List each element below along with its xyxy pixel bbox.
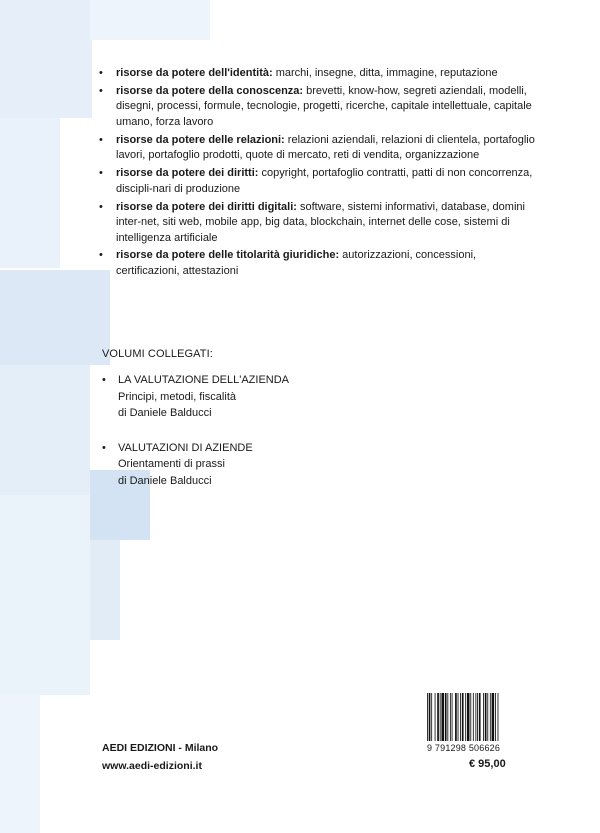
item-text: software, sistemi informativi, database, domini inter-net, siti web, mobile app, big data, blockchain, internet delle cose, sistemi di intelligenza artificiale xyxy=(116,200,525,244)
barcode-bar xyxy=(495,693,496,741)
item-text: copyright, portafoglio contratti, patti di non concorrenza, discipli-nari di produzione xyxy=(116,167,533,195)
isbn-barcode xyxy=(427,693,529,753)
barcode-bar xyxy=(492,693,495,741)
list-item xyxy=(97,166,537,197)
item-text: autorizzazioni, concessioni, certificazioni, attestazioni xyxy=(116,249,477,278)
bullet-icon: • xyxy=(99,133,103,146)
barcode-bar xyxy=(427,693,428,741)
decor-square xyxy=(0,365,90,495)
barcode-icon xyxy=(427,693,529,741)
barcode-bar xyxy=(485,693,487,741)
bullet-icon: • xyxy=(102,441,106,454)
volume-author: di Daniele Balducci xyxy=(118,407,212,419)
bullet-icon: • xyxy=(99,67,103,79)
barcode-bar xyxy=(460,693,461,741)
volume-subtitle: Principi, metodi, fiscalità xyxy=(118,390,236,403)
barcode-bar xyxy=(441,693,444,741)
item-text: relazioni aziendali, relazioni di clientela, portafoglio lavori, portafoglio prodotti, quote di mercato, reti di vendita, organizzazione xyxy=(116,133,535,162)
bullet-icon: • xyxy=(99,167,103,180)
barcode-bar xyxy=(440,693,441,741)
barcode-bar xyxy=(475,693,476,741)
barcode-bar xyxy=(487,693,488,741)
related-volume xyxy=(102,440,402,490)
barcode-bar xyxy=(455,693,457,741)
bullet-icon: • xyxy=(99,249,103,262)
decor-square xyxy=(0,0,92,118)
list-item xyxy=(97,200,537,247)
barcode-bar xyxy=(465,693,466,741)
barcode-bar xyxy=(450,693,451,741)
barcode-bar xyxy=(458,693,459,741)
volume-title: LA VALUTAZIONE DELL'AZIENDA xyxy=(118,374,290,386)
barcode-bar xyxy=(452,693,453,741)
volume-subtitle: Orientamenti di prassi xyxy=(118,458,225,470)
barcode-bar xyxy=(470,693,471,741)
item-heading: risorse da potere delle relazioni: xyxy=(116,133,285,146)
related-volumes-title: VOLUMI COLLEGATI: xyxy=(102,348,213,360)
list-item xyxy=(97,66,537,82)
decor-square xyxy=(90,0,210,40)
barcode-bar xyxy=(435,693,436,741)
barcode-bar xyxy=(498,693,499,741)
item-heading: risorse da potere dei diritti: xyxy=(116,167,259,180)
barcode-bar xyxy=(467,693,470,741)
barcode-bar xyxy=(479,693,481,741)
item-heading: risorse da potere dell'identità: xyxy=(116,67,273,79)
barcode-bar xyxy=(490,693,491,741)
list-item xyxy=(97,133,537,164)
bullet-icon: • xyxy=(102,374,106,386)
item-text: marchi, insegne, ditta, immagine, reputazione xyxy=(272,67,498,79)
barcode-bar xyxy=(437,693,439,741)
item-text: brevetti, know-how, segreti aziendali, modelli, disegni, processi, formule, tecnologie, progetti, ricerche, capitale intellettuale, capitale umano, forza lavoro xyxy=(116,84,532,128)
related-volume xyxy=(102,372,402,422)
bullet-icon: • xyxy=(99,200,103,213)
related-volumes xyxy=(102,372,402,507)
volume-author: di Daniele Balducci xyxy=(118,474,212,487)
barcode-bar xyxy=(483,693,484,741)
decor-square xyxy=(0,118,60,268)
volume-title: VALUTAZIONI DI AZIENDE xyxy=(118,441,253,454)
decor-square xyxy=(0,695,40,833)
publisher-name: AEDI EDIZIONI - Milano xyxy=(102,742,219,754)
barcode-bar xyxy=(447,693,448,741)
decor-square xyxy=(90,540,120,640)
item-heading: risorse da potere dei diritti digitali: xyxy=(116,200,297,213)
barcode-bar xyxy=(429,693,431,741)
barcode-bar xyxy=(462,693,464,741)
isbn-number: 9 791298 506626 xyxy=(427,743,501,753)
barcode-bar xyxy=(431,693,432,741)
barcode-bar xyxy=(445,693,447,741)
decor-square xyxy=(0,270,110,365)
list-item xyxy=(97,248,537,279)
resources-list xyxy=(97,66,537,282)
publisher-website: www.aedi-edizioni.it xyxy=(102,760,202,772)
item-heading: risorse da potere della conoscenza: xyxy=(116,84,304,97)
price: € 95,00 xyxy=(469,758,506,770)
decor-square xyxy=(0,495,90,695)
bullet-icon: • xyxy=(99,84,103,97)
barcode-bar xyxy=(473,693,474,741)
barcode-bar xyxy=(477,693,478,741)
list-item xyxy=(97,84,537,131)
item-heading: risorse da potere delle titolarità giuridiche: xyxy=(116,249,340,262)
